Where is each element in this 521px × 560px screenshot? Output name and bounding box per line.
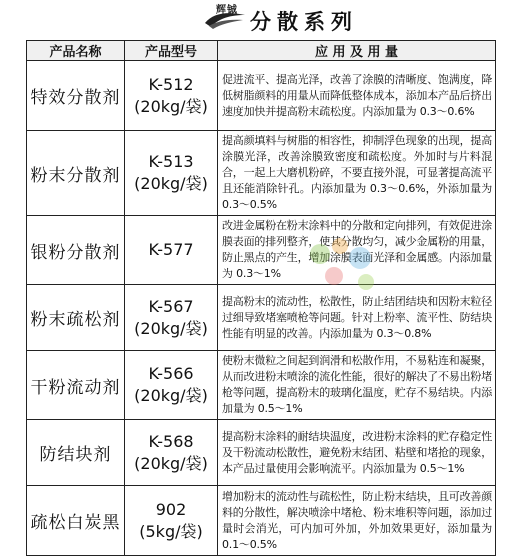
brand-logo-text: 辉铖 <box>216 5 238 16</box>
product-model <box>125 61 218 131</box>
model-pack: (20kg/袋) <box>134 96 208 116</box>
product-usage: 增加粉末的流动性与疏松性，防止粉末结块，且可改善颜料的分散性，解决喷涂中堵枪、粉末堆积等问题，添加过量时会消光，可内加可外加，外加效果更好，添加量为 0.1～0.5% <box>218 486 496 556</box>
model-pack: (20kg/袋) <box>134 174 208 193</box>
header <box>0 0 521 40</box>
table-row <box>27 285 496 351</box>
table-row <box>27 131 496 216</box>
table-row <box>27 216 496 285</box>
model-code: K-566 <box>148 364 194 383</box>
model-pack: (20kg/袋) <box>134 318 208 338</box>
product-usage: 提高粉末的流动性，松散性，防止结团结块和因粉末粒径过细导致堵塞喷枪等问题。针对上粉率、流平性、防结块性能有明显的改善。内添加量为 0.3～0.8% <box>218 285 496 351</box>
product-usage: 改进金属粉在粉末涂料中的分散和定向排列，有效促进涂膜表面的排列整齐，使其分散均匀，减少金属粉的用量，防止黑点的产生，增加涂膜表面光泽和金属感。内添加量为 0.3～1% <box>218 216 496 285</box>
model-code: K-513 <box>148 152 194 171</box>
product-model <box>125 285 218 351</box>
product-usage: 提高颜填料与树脂的相容性，抑制浮色现象的出现，提高涂膜光泽，改善涂膜致密度和疏松度。外加时与片料混合，一起上大磨机粉碎，不要直接外混，可显著提高流平且还能消除针孔。内添加量为 0.3～0.6%，外添加量为 0.3～0.5% <box>218 131 496 216</box>
column-header-name: 产品名称 <box>27 41 125 61</box>
product-name: 干粉流动剂 <box>27 351 125 420</box>
model-code: K-568 <box>148 431 194 451</box>
product-usage: 提高粉末涂料的耐结块温度，改进粉末涂料的贮存稳定性及干粉流动松散性，避免粉末结团、粘壁和堵抢的现象，本产品过量使用会影响流平。内添加量为 0.5～1% <box>218 420 496 486</box>
product-usage: 促进流平、提高光泽，改善了涂膜的清晰度、饱满度，降低树脂颜料的用量从而降低整体成本，添加本产品后挤出速度加快并提高粉末疏松度。内添加量为 0.3～0.6% <box>218 61 496 131</box>
page-title: 分散系列 <box>250 10 358 34</box>
table-row <box>27 351 496 420</box>
model-code: 902 <box>155 499 187 519</box>
table-row <box>27 486 496 556</box>
product-name: 防结块剂 <box>27 420 125 486</box>
product-usage: 使粉末微粒之间起到润滑和松散作用，不易粘连和凝聚，从而改进粉末喷涂的流化性能，很好的解决了不易出粉堵枪等问题，提高粉末的玻璃化温度，贮存不易结块。内添加量为 0.5～1% <box>218 351 496 420</box>
model-pack: (5kg/袋) <box>139 521 203 541</box>
product-name: 银粉分散剂 <box>27 216 125 285</box>
product-table <box>26 40 496 556</box>
product-model <box>125 486 218 556</box>
model-pack: (20kg/袋) <box>134 453 208 473</box>
column-header-model: 产品型号 <box>125 41 218 61</box>
product-model <box>125 216 218 285</box>
product-model <box>125 420 218 486</box>
model-code: K-512 <box>148 74 194 94</box>
product-model <box>125 131 218 216</box>
product-name: 特效分散剂 <box>27 61 125 131</box>
column-header-usage: 应 用 及 用 量 <box>218 41 496 61</box>
product-name: 粉末分散剂 <box>27 131 125 216</box>
product-name: 粉末疏松剂 <box>27 285 125 351</box>
product-name: 疏松白炭黑 <box>27 486 125 556</box>
model-code: K-567 <box>148 296 194 316</box>
table-row <box>27 420 496 486</box>
table-row <box>27 61 496 131</box>
model-code: K-577 <box>148 240 194 259</box>
product-model <box>125 351 218 420</box>
table-header-row <box>27 41 496 61</box>
model-pack: (20kg/袋) <box>134 386 208 405</box>
